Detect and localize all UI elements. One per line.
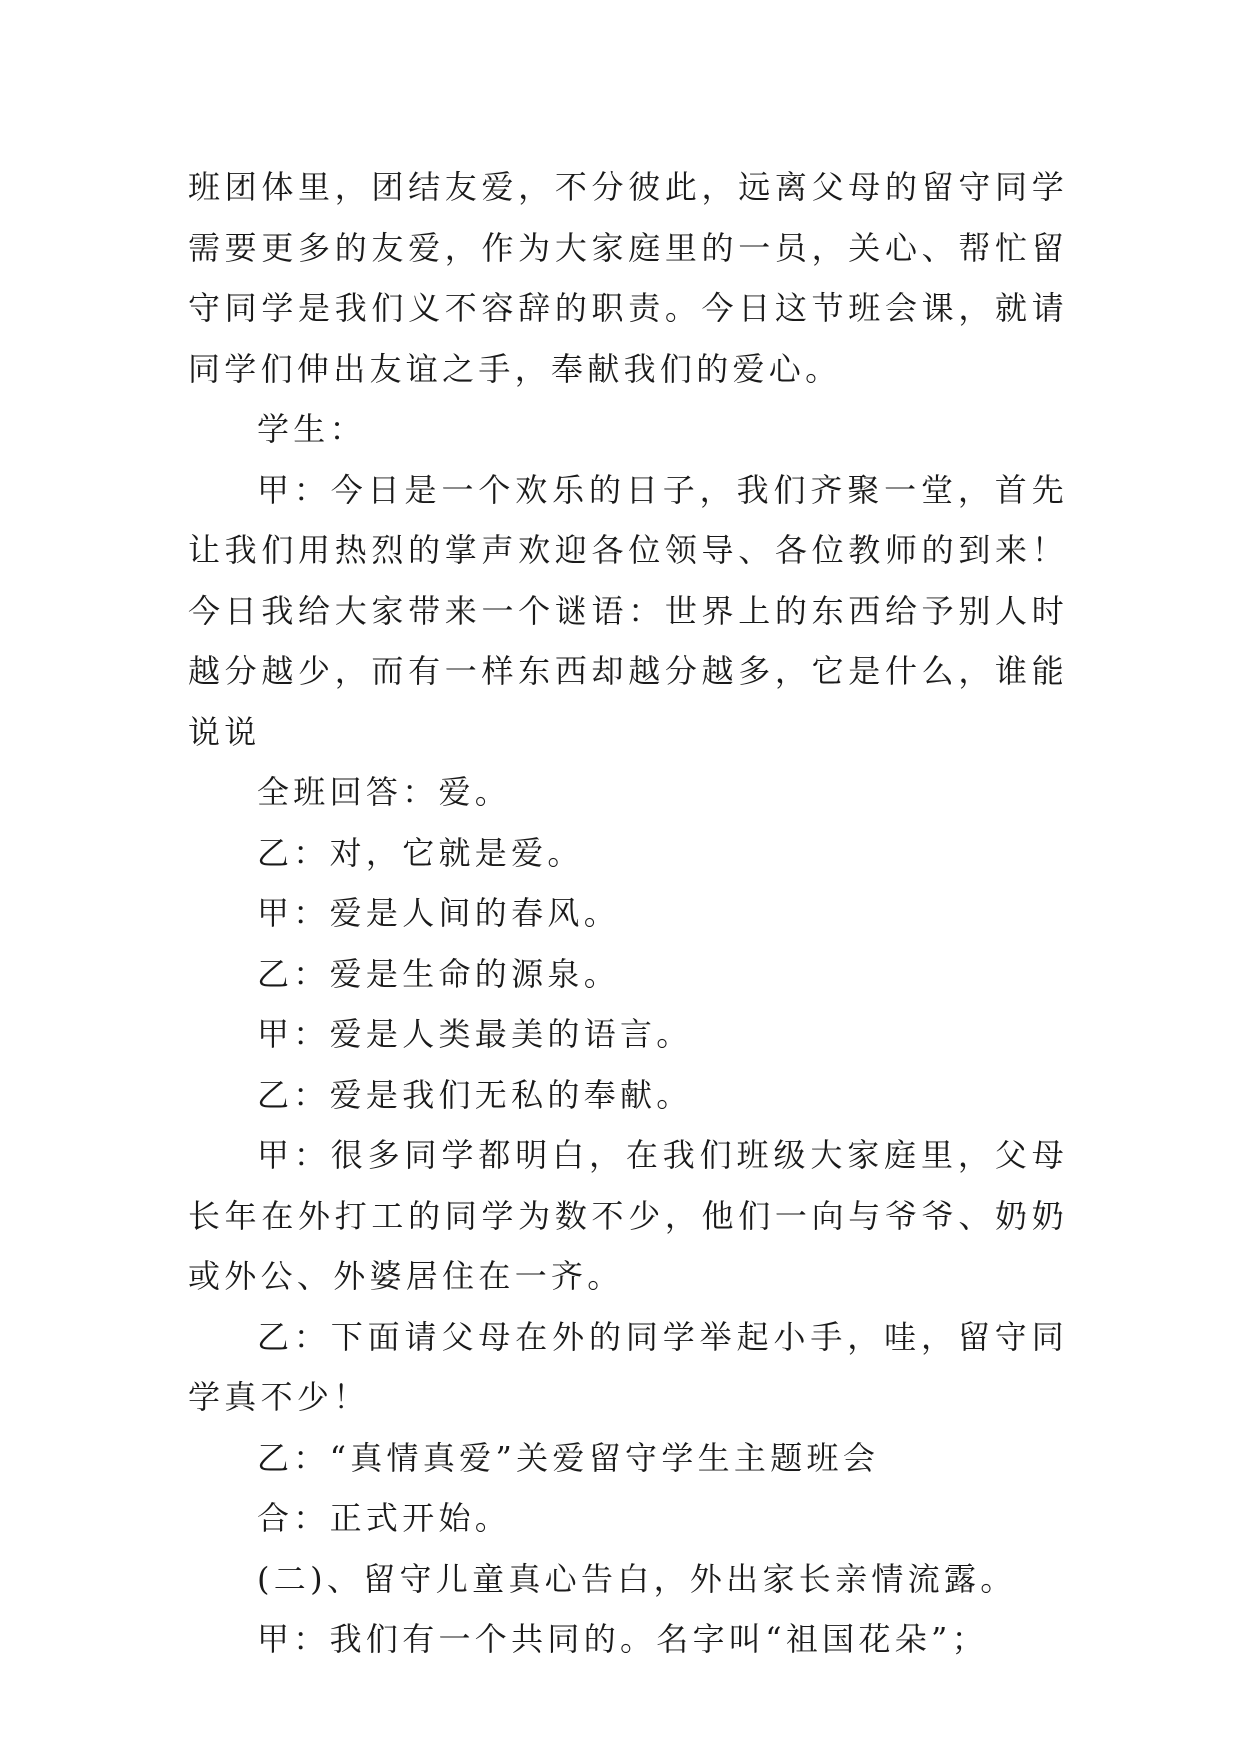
paragraph: 乙：下面请父母在外的同学举起小手，哇，留守同学真不少！ [188,1317,1068,1416]
paragraph: 全班回答：爱。 [257,773,512,811]
paragraph: (二)、留守儿童真心告白，外出家长亲情流露。 [257,1559,1017,1598]
paragraph: 甲：今日是一个欢乐的日子，我们齐聚一堂，首先让我们用热烈的掌声欢迎各位领导、各位教师的到来！今日我给大家带来一个谜语：世界上的东西给予别人时越分越少，而有一样东西却越分越多，它是什么，谁能说说 [188,470,1068,751]
paragraph: 班团体里，团结友爱，不分彼此，远离父母的留守同学需要更多的友爱，作为大家庭里的一员，关心、帮忙留守同学是我们义不容辞的职责。今日这节班会课，就请同学们伸出友谊之手，奉献我们的爱心。 [188,168,1068,388]
paragraph: 甲：很多同学都明白，在我们班级大家庭里，父母长年在外打工的同学为数不少，他们一向与爷爷、奶奶或外公、外婆居住在一齐。 [188,1136,1068,1295]
paragraph: 乙：爱是生命的源泉。 [257,954,621,993]
paragraph: 乙：对，它就是爱。 [257,833,584,872]
paragraph: 合：正式开始。 [257,1499,512,1537]
paragraph: 甲：我们有一个共同的。名字叫“祖国花朵”； [257,1620,989,1658]
paragraph: 乙：“真情真爱”关爱留守学生主题班会 [257,1438,880,1477]
paragraph: 甲：爱是人间的春风。 [257,894,621,932]
document-body [188,157,1068,1670]
paragraph: 学生： [257,410,366,448]
paragraph: 甲：爱是人类最美的语言。 [257,1015,693,1053]
paragraph: 乙：爱是我们无私的奉献。 [257,1075,693,1114]
